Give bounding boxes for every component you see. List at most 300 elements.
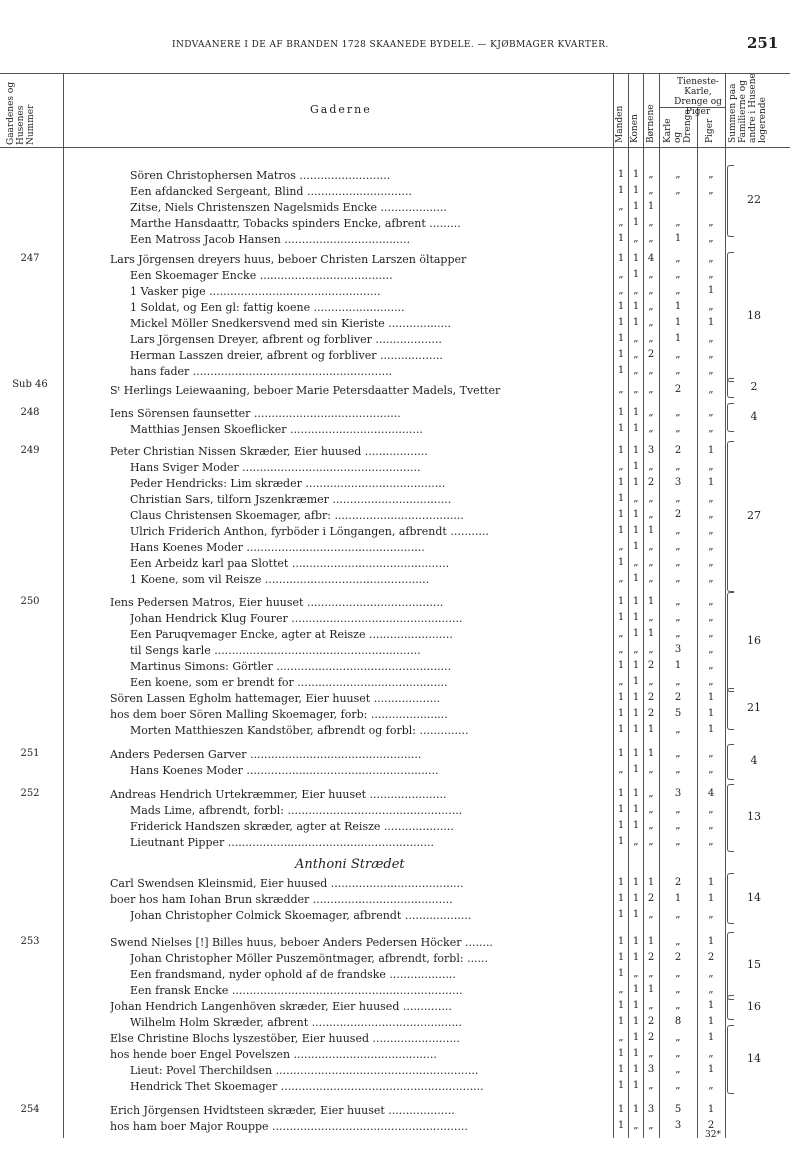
resident-entry: Johan Hendrich Langenhöven skræder, Eier huused .............. [110,1000,452,1013]
bornene-cell: „ [648,365,654,376]
manden-cell: 1 [617,708,625,719]
bornene-cell: 1 [647,877,655,888]
konen-cell: „ [633,384,639,395]
manden-cell: 1 [617,1120,625,1131]
bornene-cell: „ [648,676,654,687]
konen-cell: „ [633,233,639,244]
resident-entry: Een Arbeidz karl paa Slottet ............................................. [130,557,450,570]
manden-cell: „ [618,285,624,296]
karle-cell: „ [675,1048,681,1059]
sum-brace [727,873,734,924]
sum-value: 21 [747,701,761,714]
karle-cell: 1 [674,660,682,671]
konen-cell: 1 [632,893,640,904]
house-number: Sub 46 [12,379,48,390]
karle-cell: „ [675,185,681,196]
resident-entry: Een fransk Encke .................................................................. [130,984,463,997]
table-row [0,169,800,185]
piger-cell: 1 [707,1032,715,1043]
table-row [0,952,800,968]
konen-cell: 1 [632,407,640,418]
manden-cell: 1 [617,968,625,979]
resident-entry: hos ham boer Major Rouppe ........................................................ [110,1120,468,1133]
piger-cell: 2 [707,1120,715,1131]
bornene-cell: 1 [647,628,655,639]
piger-cell: „ [708,628,714,639]
piger-cell: 1 [707,317,715,328]
sum-value: 2 [750,380,758,393]
karle-cell: „ [675,596,681,607]
karle-cell: 3 [674,644,682,655]
table-row [0,509,800,525]
resident-entry: boer hos ham Iohan Brun skrædder ........................................ [110,893,453,906]
table-row [0,423,800,439]
header-bottom-rule [0,147,790,148]
resident-entry: Friderick Handszen skræder, agter at Reisze .................... [130,820,454,833]
sum-brace [727,165,734,237]
bornene-cell: „ [648,1080,654,1091]
manden-cell: 1 [617,169,625,180]
table-row [0,253,800,269]
manden-cell: 1 [617,748,625,759]
bornene-cell: „ [648,285,654,296]
table-row [0,365,800,381]
karle-cell: „ [675,1064,681,1075]
karle-cell: „ [675,541,681,552]
bornene-cell: „ [648,612,654,623]
sum-brace [727,252,734,382]
resident-entry: Swend Nielses [!] Billes huus, beboer Anders Pedersen Höcker ........ [110,936,493,949]
header-manden: Manden [615,105,625,143]
sum-brace [727,1025,734,1094]
resident-entry: Mads Lime, afbrendt, forbl: .................................................. [130,804,463,817]
table-row [0,820,800,836]
bornene-cell: 3 [647,445,655,456]
house-number: 248 [20,407,40,418]
manden-cell: 1 [617,525,625,536]
konen-cell: „ [633,365,639,376]
piger-cell: 1 [707,1000,715,1011]
bornene-cell: „ [648,317,654,328]
resident-entry: Een Paruqvemager Encke, agter at Reisze ........................ [130,628,453,641]
resident-entry: Carl Swendsen Kleinsmid, Eier huused ...................................... [110,877,464,890]
piger-cell: „ [708,253,714,264]
karle-cell: „ [675,909,681,920]
table-row [0,877,800,893]
manden-cell: 1 [617,423,625,434]
bornene-cell: „ [648,557,654,568]
table-row [0,301,800,317]
resident-entry: Johan Hendrick Klug Fourer ................................................. [130,612,463,625]
bornene-cell: „ [648,269,654,280]
karle-cell: „ [675,628,681,639]
konen-cell: 1 [632,461,640,472]
karle-cell: „ [675,285,681,296]
karle-cell: „ [675,217,681,228]
manden-cell: 1 [617,936,625,947]
table-row [0,596,800,612]
karle-cell: „ [675,525,681,536]
karle-cell: „ [675,461,681,472]
resident-entry: Else Christine Blochs lyszestöber, Eier huused ......................... [110,1032,460,1045]
table-row [0,660,800,676]
bornene-cell: „ [648,333,654,344]
piger-cell: 4 [707,788,715,799]
konen-cell: 1 [632,660,640,671]
page-number: 251 [747,34,779,52]
piger-cell: „ [708,557,714,568]
manden-cell: 1 [617,333,625,344]
piger-cell: „ [708,185,714,196]
resident-entry: hos dem boer Sören Malling Skoemager, forb: ...................... [110,708,448,721]
sum-brace [727,592,734,692]
sum-value: 4 [750,409,758,423]
sum-value: 16 [747,634,761,647]
karle-cell: „ [675,493,681,504]
manden-cell: 1 [617,877,625,888]
bornene-cell: 1 [647,984,655,995]
piger-cell: „ [708,1080,714,1091]
bornene-cell: 1 [647,201,655,212]
bornene-cell: „ [648,573,654,584]
manden-cell: 1 [617,909,625,920]
piger-cell: 1 [707,724,715,735]
piger-cell: „ [708,169,714,180]
konen-cell: 1 [632,764,640,775]
resident-entry: Hendrick Thet Skoemager .......................................................... [130,1080,484,1093]
karle-cell: „ [675,573,681,584]
piger-cell: „ [708,509,714,520]
bornene-cell: „ [648,764,654,775]
resident-entry: Wilhelm Holm Skræder, afbrent ........................................... [130,1016,463,1029]
bornene-cell: „ [648,788,654,799]
sum-value: 13 [747,810,761,823]
resident-entry: Marthe Hansdaattr, Tobacks spinders Encke, afbrent ......... [130,217,461,230]
house-number: 253 [20,936,40,947]
manden-cell: 1 [617,596,625,607]
manden-cell: 1 [617,1064,625,1075]
konen-cell: 1 [632,708,640,719]
piger-cell: „ [708,676,714,687]
manden-cell: 1 [617,660,625,671]
piger-cell: „ [708,804,714,815]
table-row [0,1104,800,1120]
piger-cell: 1 [707,708,715,719]
table-row [0,804,800,820]
konen-cell: 1 [632,952,640,963]
piger-cell: „ [708,301,714,312]
manden-cell: 1 [617,1016,625,1027]
konen-cell: 1 [632,509,640,520]
bornene-cell: 1 [647,748,655,759]
piger-cell: „ [708,269,714,280]
table-top-rule [0,73,790,74]
bornene-cell: 1 [647,525,655,536]
manden-cell: 1 [617,407,625,418]
table-row [0,764,800,780]
table-row [0,185,800,201]
konen-cell: „ [633,333,639,344]
bornene-cell: 2 [647,692,655,703]
bornene-cell: 2 [647,708,655,719]
karle-cell: „ [675,724,681,735]
manden-cell: „ [618,201,624,212]
konen-cell: 1 [632,445,640,456]
table-row [0,525,800,541]
piger-cell: „ [708,748,714,759]
konen-cell: 1 [632,169,640,180]
karle-cell: 1 [674,233,682,244]
table-row [0,628,800,644]
manden-cell: 1 [617,253,625,264]
table-row [0,788,800,804]
konen-cell: 1 [632,201,640,212]
table-row [0,748,800,764]
bornene-cell: 4 [647,253,655,264]
resident-entry: til Sengs karle ........................................................... [130,644,421,657]
header-bornene: Børnene [646,104,656,143]
sum-value: 4 [750,754,758,767]
bornene-cell: 1 [647,936,655,947]
bornene-cell: „ [648,1048,654,1059]
bornene-cell: „ [648,968,654,979]
table-row [0,724,800,740]
piger-cell: 1 [707,477,715,488]
house-number: 252 [20,788,40,799]
sum-value: 27 [747,508,761,522]
konen-cell: 1 [632,1016,640,1027]
bornene-cell: 2 [647,1016,655,1027]
konen-cell: 1 [632,877,640,888]
karle-cell: „ [675,612,681,623]
konen-cell: 1 [632,804,640,815]
sum-value: 18 [747,309,761,322]
konen-cell: 1 [632,628,640,639]
table-row [0,644,800,660]
bornene-cell: „ [648,493,654,504]
manden-cell: „ [618,541,624,552]
konen-cell: 1 [632,525,640,536]
table-row [0,1000,800,1016]
karle-cell: „ [675,764,681,775]
table-row [0,1080,800,1096]
konen-cell: 1 [632,936,640,947]
piger-cell: „ [708,612,714,623]
manden-cell: „ [618,984,624,995]
resident-entry: 1 Soldat, og Een gl: fattig koene .......................... [130,301,405,314]
piger-cell: „ [708,573,714,584]
konen-cell: „ [633,349,639,360]
table-row [0,1032,800,1048]
bornene-cell: 3 [647,1104,655,1115]
piger-cell: „ [708,820,714,831]
manden-cell: „ [618,461,624,472]
table-row [0,285,800,301]
bornene-cell: „ [648,1120,654,1131]
piger-cell: „ [708,764,714,775]
konen-cell: „ [633,836,639,847]
konen-cell: 1 [632,541,640,552]
konen-cell: 1 [632,185,640,196]
house-number: 250 [20,596,40,607]
karle-cell: „ [675,836,681,847]
resident-entry: Iens Pedersen Matros, Eier huuset ....................................... [110,596,444,609]
resident-entry: Matthias Jensen Skoeflicker ...................................... [130,423,423,436]
karle-cell: „ [675,1032,681,1043]
manden-cell: „ [618,1032,624,1043]
bornene-cell: „ [648,1000,654,1011]
bornene-cell: „ [648,644,654,655]
manden-cell: „ [618,269,624,280]
konen-cell: „ [633,644,639,655]
table-row [0,692,800,708]
konen-cell: „ [633,1120,639,1131]
table-row [0,541,800,557]
header-tjeneste: Tieneste-Karle, Drenge og Piger [674,77,722,117]
manden-cell: „ [618,384,624,395]
piger-cell: „ [708,525,714,536]
sum-value: 14 [747,1051,761,1065]
konen-cell: 1 [632,1080,640,1091]
table-row [0,909,800,925]
sum-brace [727,784,734,852]
bornene-cell: „ [648,217,654,228]
karle-cell: 1 [674,301,682,312]
manden-cell: 1 [617,788,625,799]
karle-cell: 1 [674,317,682,328]
table-row [0,573,800,589]
konen-cell: 1 [632,1048,640,1059]
resident-entry: Johan Christopher Möller Puszemöntmager, afbrendt, forbl: ...... [130,952,489,965]
konen-cell: 1 [632,253,640,264]
piger-cell: 1 [707,936,715,947]
table-row [0,317,800,333]
karle-cell: 3 [674,477,682,488]
resident-entry: Peder Hendricks: Lim skræder ........................................ [130,477,446,490]
piger-cell: „ [708,541,714,552]
konen-cell: „ [633,285,639,296]
piger-cell: „ [708,233,714,244]
konen-cell: 1 [632,217,640,228]
piger-cell: „ [708,333,714,344]
header-summen: Summen paa Familierne og andre i Husene logerende [728,73,768,143]
bornene-cell: „ [648,820,654,831]
table-row [0,233,800,249]
bornene-cell: „ [648,233,654,244]
sum-brace [727,403,734,432]
sum-brace [727,995,734,1020]
resident-entry: Mickel Möller Snedkersvend med sin Kieriste .................. [130,317,452,330]
konen-cell: 1 [632,1000,640,1011]
bornene-cell: „ [648,423,654,434]
konen-cell: 1 [632,1104,640,1115]
resident-entry: Een Matross Jacob Hansen .................................... [130,233,411,246]
resident-entry: Sören Lassen Egholm hattemager, Eier huuset ................... [110,692,441,705]
karle-cell: 2 [674,384,682,395]
piger-cell: 1 [707,692,715,703]
piger-cell: 1 [707,1016,715,1027]
bornene-cell: 2 [647,349,655,360]
manden-cell: 1 [617,804,625,815]
resident-entry: Martinus Simons: Görtler .................................................. [130,660,452,673]
resident-entry: Een koene, som er brendt for ........................................... [130,676,448,689]
table-row [0,984,800,1000]
table-row [0,461,800,477]
header-piger: Piger [705,118,715,143]
konen-cell: 1 [632,692,640,703]
table-row [0,708,800,724]
manden-cell: 1 [617,836,625,847]
header-gaderne: Gaderne [310,103,372,116]
konen-cell: 1 [632,423,640,434]
house-number: 247 [20,253,40,264]
piger-cell: 1 [707,445,715,456]
resident-entry: hos hende boer Engel Povelszen ......................................... [110,1048,437,1061]
header-karle: Karle og Drenge [663,109,693,143]
manden-cell: „ [618,676,624,687]
karle-cell: „ [675,365,681,376]
konen-cell: 1 [632,909,640,920]
konen-cell: 1 [632,788,640,799]
karle-cell: 2 [674,692,682,703]
konen-cell: 1 [632,676,640,687]
karle-cell: „ [675,557,681,568]
sum-brace [727,688,734,730]
manden-cell: 1 [617,692,625,703]
manden-cell: 1 [617,301,625,312]
konen-cell: 1 [632,317,640,328]
resident-entry: Iens Sörensen faunsetter .......................................... [110,407,401,420]
resident-entry: Lieut: Povel Therchildsen .......................................................... [130,1064,479,1077]
piger-cell: „ [708,644,714,655]
piger-cell: „ [708,461,714,472]
karle-cell: 3 [674,788,682,799]
manden-cell: 1 [617,365,625,376]
karle-cell: 5 [674,708,682,719]
sum-value: 22 [747,193,761,206]
table-row [0,407,800,423]
resident-entry: Andreas Hendrich Urtekræmmer, Eier huuset ...................... [110,788,447,801]
manden-cell: 1 [617,820,625,831]
manden-cell: 1 [617,724,625,735]
piger-cell: 1 [707,893,715,904]
piger-cell: 1 [707,877,715,888]
sum-brace [727,744,734,780]
konen-cell: 1 [632,1032,640,1043]
bornene-cell: „ [648,836,654,847]
table-row [0,1064,800,1080]
table-row [0,936,800,952]
karle-cell: 2 [674,952,682,963]
bornene-cell: 1 [647,596,655,607]
karle-cell: „ [675,169,681,180]
header-konen: Konen [630,114,640,143]
konen-cell: „ [633,968,639,979]
resident-entry: Lieutnant Pipper ........................................................... [130,836,435,849]
bornene-cell: 3 [647,1064,655,1075]
karle-cell: „ [675,1080,681,1091]
konen-cell: 1 [632,269,640,280]
resident-entry: 1 Koene, som vil Reisze ............................................... [130,573,430,586]
karle-cell: „ [675,349,681,360]
bornene-cell: „ [648,301,654,312]
house-number: 254 [20,1104,40,1115]
konen-cell: 1 [632,748,640,759]
piger-cell: 1 [707,1104,715,1115]
table-row [0,379,800,400]
piger-cell: „ [708,493,714,504]
house-number: 249 [20,445,40,456]
